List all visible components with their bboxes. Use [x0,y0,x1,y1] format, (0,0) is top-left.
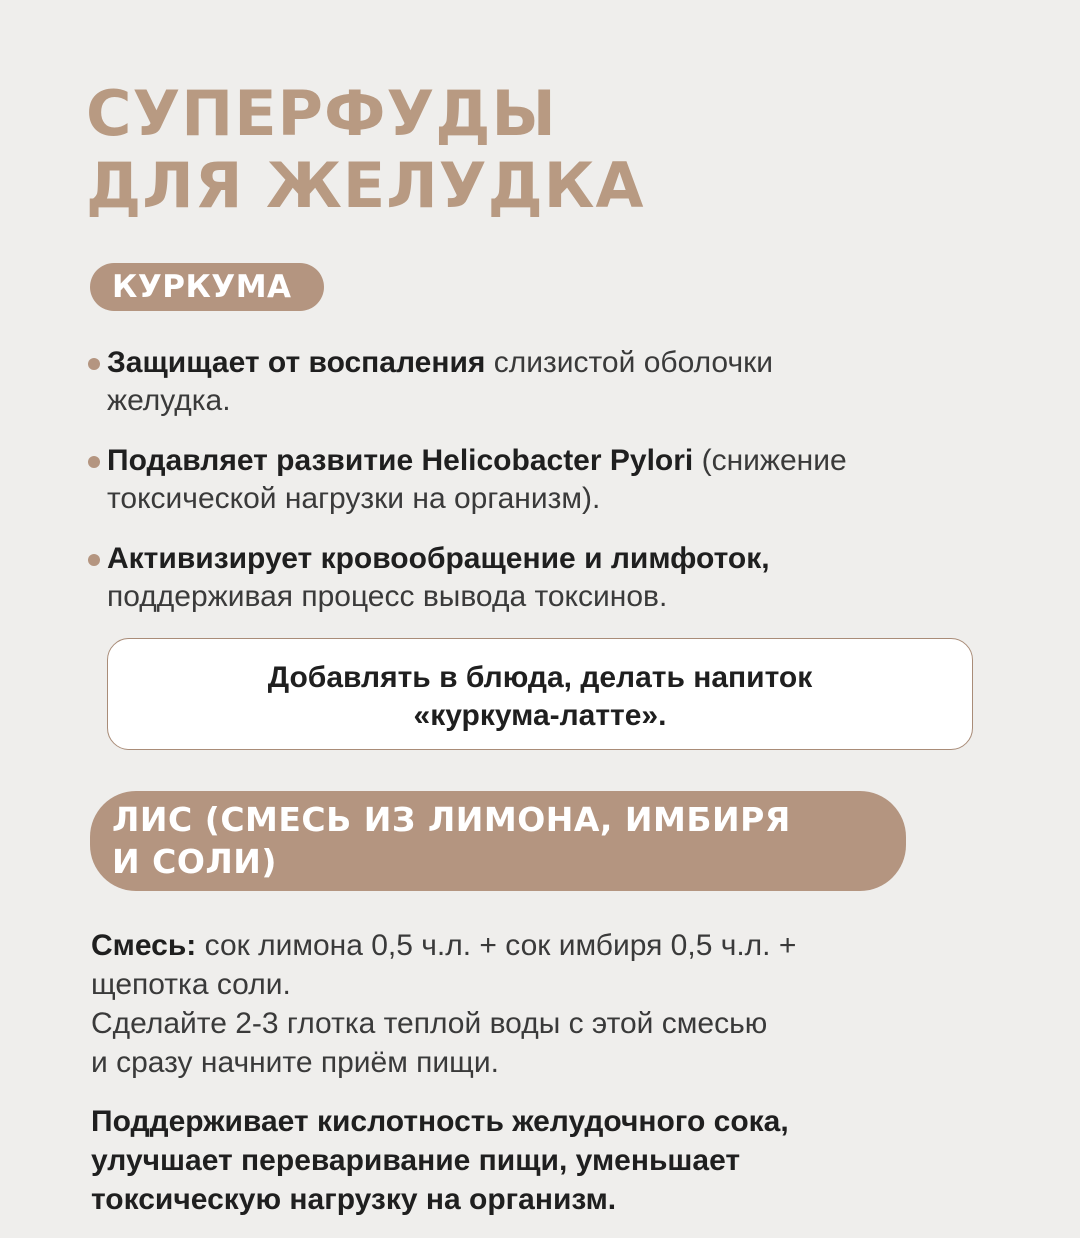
bullet-line-1 [107,344,1006,382]
section-label-line-2: И СОЛИ) [112,842,277,881]
bullet-rest-text: слизистой оболочки [485,346,773,379]
bullet-line-2: токсической нагрузки на организм). [107,482,601,515]
tip-line-2: «куркума-латте». [413,699,667,732]
bullet-line-2: поддерживая процесс вывода токсинов. [107,580,668,613]
bullet-rest-text: (снижение [693,444,847,477]
bullet-bold-text: Подавляет развитие Helicobacter Pylori [107,444,694,477]
bullet-line-1 [107,442,1006,480]
section-label-turmeric: КУРКУМА [90,263,324,311]
mix-line-3: Сделайте 2-3 глотка теплой воды с этой смесью [91,1007,768,1040]
bullet-line-2: желудка. [107,384,231,417]
page-title-line-1: СУПЕРФУДЫ [86,77,557,150]
page-title-line-2: ДЛЯ ЖЕЛУДКА [86,149,645,222]
bullet-dot-icon [88,358,100,370]
bullet-dot-icon [88,554,100,566]
summary-line-3: токсическую нагрузку на организм. [91,1183,617,1216]
mix-ingredients: сок лимона 0,5 ч.л. + сок имбиря 0,5 ч.л. + [196,929,797,962]
list-item [86,540,1006,616]
summary-line-2: улучшает переваривание пищи, уменьшает [91,1144,741,1177]
mix-benefits-summary [91,1102,1031,1219]
list-item [86,344,1006,420]
bullet-bold-text: Активизирует кровообращение и лимфоток, [107,542,770,575]
mix-recipe [91,926,1011,1082]
mix-label: Смесь: [91,929,197,962]
section-label-line-1: ЛИС (СМЕСЬ ИЗ ЛИМОНА, ИМБИРЯ [112,800,791,839]
bullet-line-1 [107,540,1006,578]
section-label-lis-mix [90,791,906,891]
bullet-dot-icon [88,456,100,468]
page-title [86,78,644,222]
turmeric-usage-tip [107,638,973,750]
turmeric-benefits-list [86,344,1006,638]
bullet-bold-text: Защищает от воспаления [107,346,486,379]
mix-line-2: щепотка соли. [91,968,291,1001]
summary-line-1: Поддерживает кислотность желудочного сока, [91,1105,789,1138]
list-item [86,442,1006,518]
mix-line-4: и сразу начните приём пищи. [91,1046,499,1079]
mix-line-1 [91,926,1011,965]
tip-line-1: Добавлять в блюда, делать напиток [267,661,813,694]
